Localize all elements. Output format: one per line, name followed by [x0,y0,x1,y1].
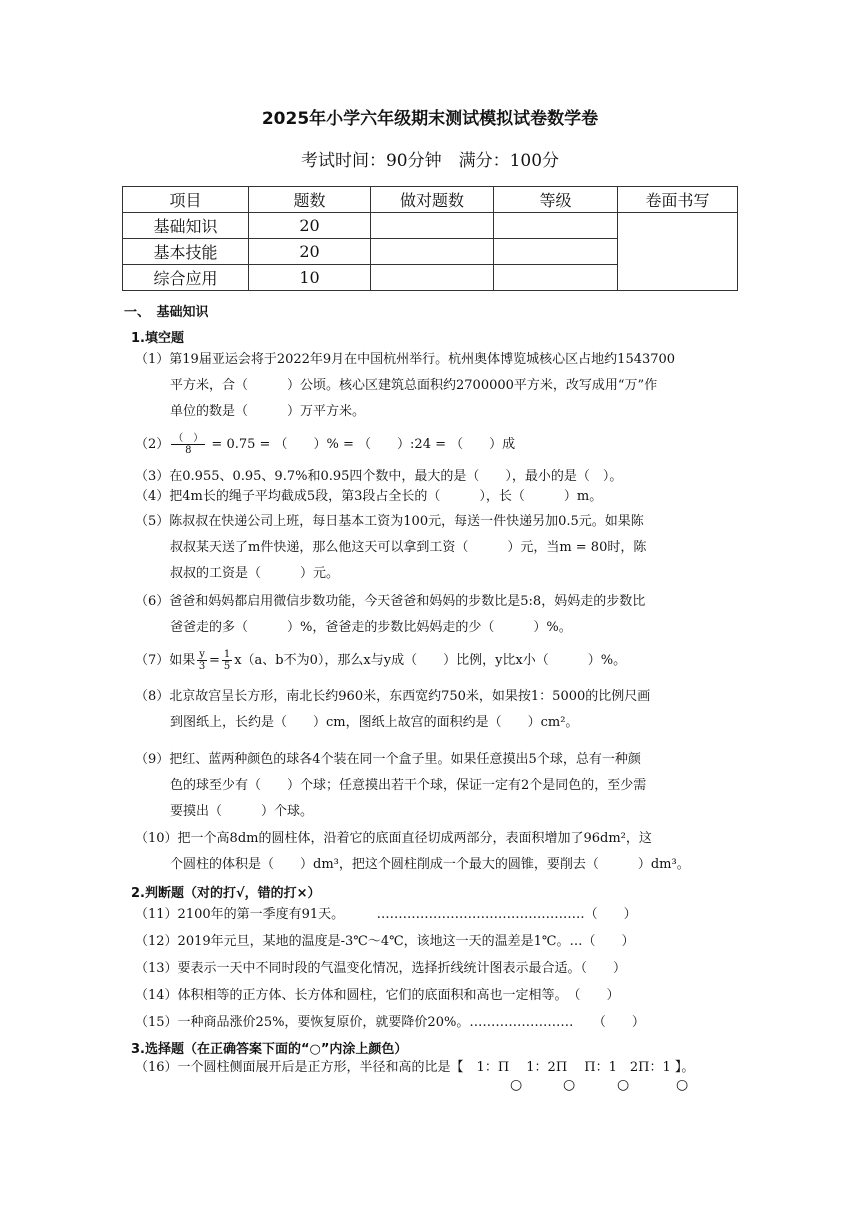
fraction-numerator: y [199,649,205,660]
question-6 [135,589,735,641]
header-item: 项目 [123,187,249,213]
header-writing: 卷面书写 [618,187,738,213]
question-13: （13）要表示一天中不同时段的气温变化情况，选择折线统计图表示最合适。（ ） [135,961,627,976]
row-grade-cell[interactable] [494,239,618,265]
row-grade-cell[interactable] [494,265,618,291]
score-table-header [123,187,738,213]
row-correct-cell[interactable] [371,265,494,291]
score-table [122,186,738,291]
question-line: 爸爸走的多（ ）%，爸爸走的步数比妈妈走的少（ ）%。 [170,620,572,635]
fraction [222,649,232,672]
choice-circle-d[interactable]: ○ [676,1077,689,1093]
row-correct-cell[interactable] [371,213,494,239]
question-line: （10）把一个高8dm的圆柱体，沿着它的底面直径切成两部分，表面积增加了96dm²，这 [135,831,652,846]
question-1 [135,347,735,425]
fraction-denominator: 5 [223,661,231,672]
row-count: 10 [249,265,371,291]
exam-title: 2025年小学六年级期末测试模拟试卷数学卷 [261,109,599,129]
question-line: 要摸出（ ）个球。 [170,804,314,819]
question-line: 个圆柱的体积是（ ）dm³，把这个圆柱削成一个最大的圆锥，要削去（ ）dm³。 [170,857,690,872]
fraction [171,433,205,456]
part-true-false: 2.判断题（对的打√，错的打×） [131,886,321,901]
row-item: 综合应用 [123,265,249,291]
question-line: 单位的数是（ ）万平方米。 [170,404,366,419]
row-item: 基本技能 [123,239,249,265]
table-row [123,213,738,239]
question-7 [135,648,735,674]
row-count: 20 [249,239,371,265]
question-line: （5）陈叔叔在快递公司上班，每日基本工资为100元，每送一件快递另加0.5元。如果陈 [135,514,644,529]
part-fill-blank: 1.填空题 [131,331,184,346]
row-grade-cell[interactable] [494,213,618,239]
question-2 [135,432,735,458]
row-count: 20 [249,213,371,239]
question-line: 到图纸上，长约是（ ）cm，图纸上故宫的面积约是（ ）cm²。 [170,715,579,730]
fraction-numerator: （ ） [173,433,204,444]
row-item: 基础知识 [123,213,249,239]
choice-circle-b[interactable]: ○ [563,1077,576,1093]
fraction [197,649,207,672]
question-line: 色的球至少有（ ）个球；任意摸出若干个球，保证一定有2个是同色的，至少需 [170,778,647,793]
question-9 [135,747,735,825]
question-line: 叔叔某天送了m件快递，那么他这天可以拿到工资（ ）元，当m = 80时，陈 [170,540,647,555]
row-correct-cell[interactable] [371,239,494,265]
equals-sign: = [208,653,220,668]
question-line: （8）北京故宫呈长方形，南北长约960米，东西宽约750米，如果按1：5000的比例尺画 [135,689,651,704]
question-line: 叔叔的工资是（ ）元。 [170,566,340,581]
question-line: （9）把红、蓝两种颜色的球各4个装在同一个盒子里。如果任意摸出5个球，总有一种颜 [135,752,641,767]
choice-circle-c[interactable]: ○ [617,1077,630,1093]
fraction-numerator: 1 [223,649,231,660]
question-8 [135,684,735,736]
question-15: （15）一种商品涨价25%，要恢复原价，就要降价20%。…………………… （ ） [135,1015,645,1030]
fraction-denominator: 3 [198,661,206,672]
question-line: （1）第19届亚运会将于2022年9月在中国杭州举行。杭州奥体博览城核心区占地约1543700 [135,352,676,367]
question-text: = 0.75 = （ ）% = （ ）:24 = （ ）成 [207,437,516,452]
question-14: （14）体积相等的正方体、长方体和圆柱，它们的底面积和高也一定相等。 （ ） [135,988,620,1003]
question-3: （3）在0.955、0.95̇、9.7%和0.95̇四个数中，最大的是（ ），最小的是（ ）。 [135,469,623,484]
fraction-denominator: 8 [185,445,192,456]
part-multiple-choice: 3.选择题（在正确答案下面的“○”内涂上颜色） [131,1042,408,1057]
header-correct: 做对题数 [371,187,494,213]
question-line: （6）爸爸和妈妈都启用微信步数功能，今天爸爸和妈妈的步数比是5:8，妈妈走的步数比 [135,594,646,609]
question-11: （11）2100年的第一季度有91天。 …………………………………………（ ） [135,907,637,922]
header-grade: 等级 [494,187,618,213]
question-10 [135,826,735,878]
question-4: （4）把4m长的绳子平均截成5段，第3段占全长的（ ），长（ ）m。 [135,489,603,504]
question-line: 平方米，合（ ）公顷。核心区建筑总面积约2700000平方米，改写成用“万”作 [170,378,658,393]
choice-circle-a[interactable]: ○ [510,1077,523,1093]
header-count: 题数 [249,187,371,213]
question-12: （12）2019年元旦，某地的温度是-3℃～4℃，该地这一天的温差是1℃。…（ ） [135,934,635,949]
question-16: （16）一个圆柱侧面展开后是正方形，半径和高的比是【 1：Π 1：2Π Π：1 2Π：1 】。 [135,1060,695,1075]
question-text: （7）如果 [135,653,196,668]
question-text: x（a、b不为0），那么x与y成（ ）比例，y比x小（ ）%。 [234,653,627,668]
question-5 [135,509,735,587]
section-basic-knowledge: 一、 基础知识 [124,305,209,320]
question-number: （2） [135,437,170,452]
writing-cell[interactable] [618,213,738,291]
exam-subtitle: 考试时间：90分钟 满分：100分 [300,151,560,171]
